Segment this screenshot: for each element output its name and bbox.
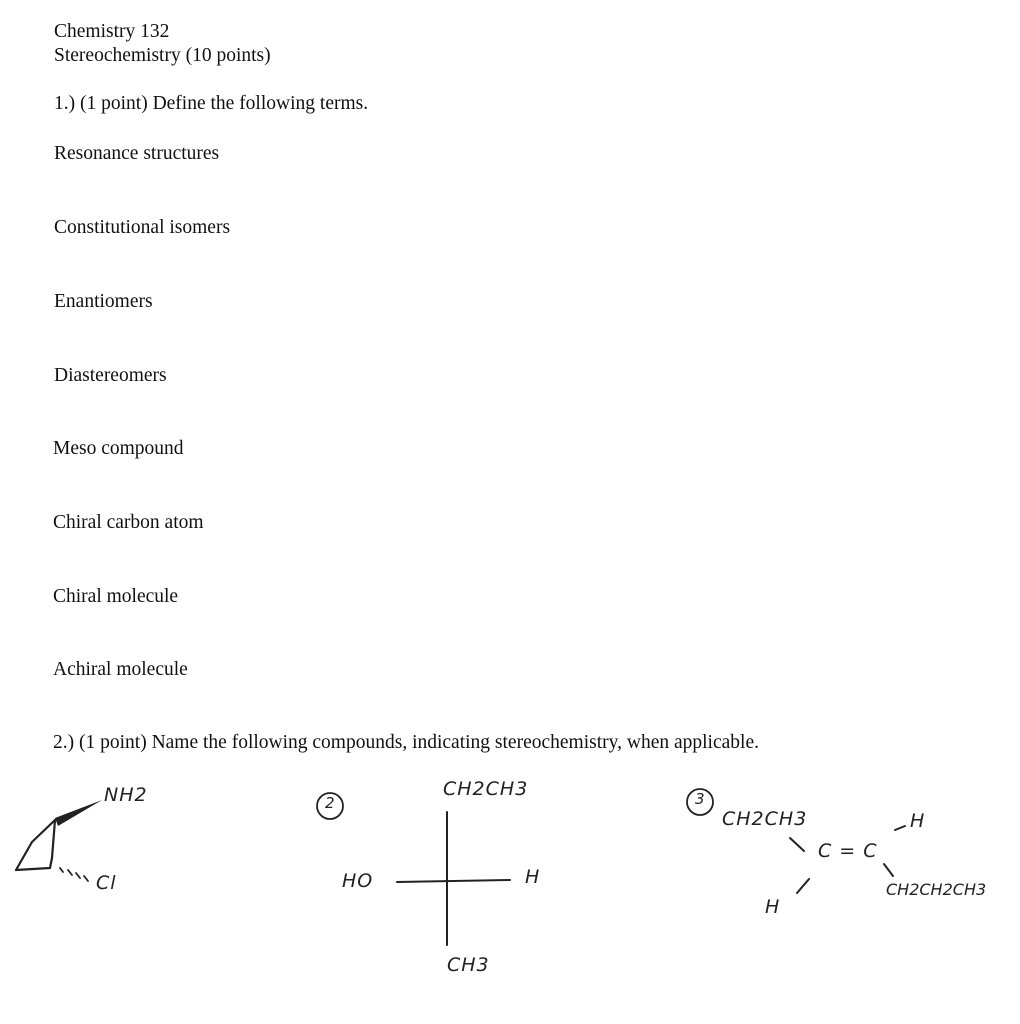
fischer-projection [397,812,510,945]
compound-3-lower-left-group: H [765,896,781,918]
term-chiral-molecule: Chiral molecule [53,586,179,607]
compound-2-top-group: CH2CH3 [443,778,529,800]
compound-3-number: 3 [695,790,706,808]
compound-2-left-group: HO [342,870,374,892]
term-meso-compound: Meso compound [53,438,184,459]
compound-3-double-bond: C = C [818,840,878,862]
term-enantiomers: Enantiomers [54,291,153,312]
wedge-bond [55,800,102,826]
question-1-prompt: 1.) (1 point) Define the following terms. [54,93,369,114]
compound-1-bottom-group: Cl [96,872,117,894]
compound-2-right-group: H [525,866,541,888]
hashed-bond [60,868,88,881]
term-resonance-structures: Resonance structures [54,143,220,164]
compound-2-number: 2 [325,794,336,812]
compound-3-upper-left-group: CH2CH3 [722,808,808,830]
term-diastereomers: Diastereomers [54,365,167,386]
course-title: Chemistry 132 [54,21,170,42]
compound-1-top-group: NH2 [104,784,148,806]
compound-3-lower-right-group: CH2CH2CH3 [886,880,987,899]
cyclopentane-ring [16,820,55,870]
question-2-prompt: 2.) (1 point) Name the following compounds, indicating stereochemistry, when applicable. [53,732,759,753]
term-chiral-carbon-atom: Chiral carbon atom [53,512,204,533]
compound-2-bottom-group: CH3 [447,954,490,976]
compound-3-upper-right-group: H [910,810,926,832]
assignment-title: Stereochemistry (10 points) [54,45,271,66]
term-constitutional-isomers: Constitutional isomers [54,217,231,238]
term-achiral-molecule: Achiral molecule [53,659,188,680]
